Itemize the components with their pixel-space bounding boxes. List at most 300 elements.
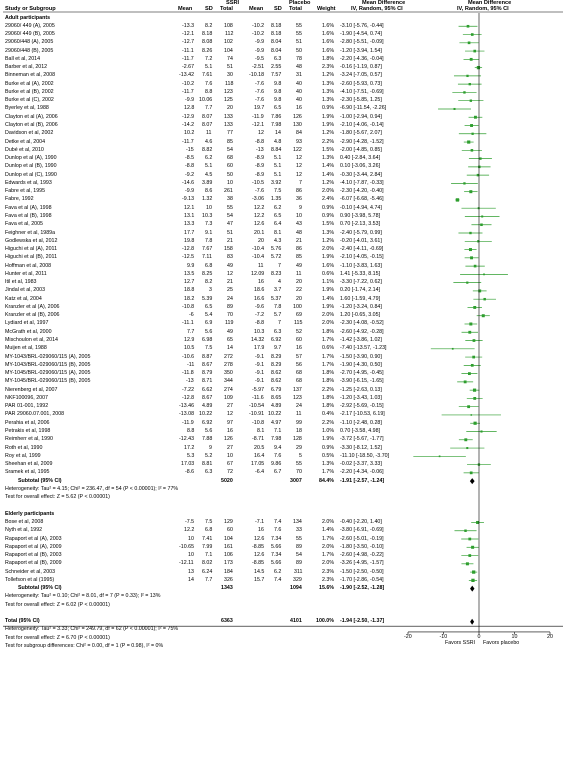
study-cell: 83 xyxy=(227,254,233,261)
study-cell: 16 xyxy=(227,428,233,434)
study-name: McGrath et al, 2000 xyxy=(5,328,52,335)
study-name: NKF100096, 2007 xyxy=(5,394,48,401)
study-cell: 70 xyxy=(227,312,233,319)
study-cell: -0.20 [-4.01, 3.61] xyxy=(340,237,382,244)
subtotal-md: -1.91 [-2.57, -1.24] xyxy=(340,477,385,484)
subgroup-diff-text: Test for subgroup differences: Chi² = 0.00, df = 1 (P = 0.98), I² = 0% xyxy=(5,643,164,650)
study-cell: -1.25 [-2.63, 0.13] xyxy=(340,386,382,393)
study-cell: -10.5 xyxy=(252,179,265,186)
effect-square xyxy=(467,140,470,143)
study-cell: 5.1 xyxy=(274,155,282,162)
study-cell: 326 xyxy=(224,576,233,583)
study-cell: 112 xyxy=(225,31,234,38)
study-name: Muijen et al, 1988 xyxy=(5,345,47,352)
study-cell: -11.1 xyxy=(182,320,194,327)
subtotal-n1: 5020 xyxy=(221,477,233,484)
study-cell: 3 xyxy=(209,287,212,294)
study-cell: 2.3% xyxy=(322,568,335,575)
study-cell: 49 xyxy=(227,328,233,335)
effect-square xyxy=(470,256,473,259)
ssri-sd-header: SD xyxy=(205,6,213,12)
study-cell: 18 xyxy=(296,428,302,434)
study-cell: -10.8 xyxy=(182,303,195,310)
study-cell: -11.10 [-18.50, -3.70] xyxy=(340,452,390,459)
study-cell: 8.8 xyxy=(187,428,195,434)
study-cell: 89 xyxy=(296,560,302,567)
study-cell: 1.7% xyxy=(322,552,335,559)
study-cell: 10.3 xyxy=(254,328,265,335)
study-cell: 128 xyxy=(293,436,302,443)
study-name: Godlewska et al, 2012 xyxy=(5,237,58,244)
study-name: Kranzler et al (A), 2006 xyxy=(5,303,60,310)
study-cell: 1.7% xyxy=(322,361,335,368)
study-cell: -12.7 xyxy=(182,39,195,46)
study-cell: 10 xyxy=(296,212,302,219)
study-cell: -1.10 [-3.83, 1.63] xyxy=(340,262,382,269)
effect-square xyxy=(469,322,472,325)
study-cell: -10.2 xyxy=(182,80,195,87)
study-cell: -9.9 xyxy=(185,97,195,104)
effect-square xyxy=(463,91,465,93)
overall-effect-text: Test for overall effect: Z = 6.02 (P < 0.00001) xyxy=(5,601,110,608)
study-cell: 29 xyxy=(296,444,302,451)
study-cell: 8.82 xyxy=(202,146,213,153)
diamond-marker xyxy=(470,586,474,592)
study-cell: -10.18 xyxy=(249,72,265,79)
study-cell: 311 xyxy=(294,568,303,575)
effect-square xyxy=(483,274,485,276)
total-label: Total (95% CI) xyxy=(5,618,40,625)
effect-square xyxy=(471,579,474,582)
study-name: 29060/ 449 (B), 2005 xyxy=(5,31,55,38)
study-cell: 1.32 xyxy=(202,196,213,203)
study-cell: 1.4% xyxy=(322,295,335,302)
study-cell: -9.9 xyxy=(255,47,265,54)
study-cell: 125 xyxy=(224,97,233,104)
study-name: Mischoulon et al, 2014 xyxy=(5,337,59,344)
study-name: Burke et al (B), 2002 xyxy=(5,88,54,95)
study-cell: 69 xyxy=(296,312,302,319)
study-cell: 13.3 xyxy=(184,221,195,228)
study-cell: 11 xyxy=(296,270,302,277)
study-cell: -3.90 [-6.15, -1.65] xyxy=(340,378,384,385)
study-cell: -11.1 xyxy=(182,47,194,54)
diamond-marker xyxy=(470,478,475,484)
subtotal-n2: 1094 xyxy=(290,585,302,592)
study-cell: 67 xyxy=(227,461,233,468)
study-cell: 8.84 xyxy=(271,146,282,153)
plot-header: Mean Difference xyxy=(468,0,512,6)
study-cell: 8.18 xyxy=(271,31,282,38)
subgroup-title: Elderly participants xyxy=(5,510,55,517)
study-cell: 31 xyxy=(296,72,302,79)
study-cell: -9.9 xyxy=(185,188,195,195)
study-cell: 7 xyxy=(278,262,281,269)
study-cell: 129 xyxy=(224,518,233,525)
study-cell: 261 xyxy=(224,188,233,195)
study-cell: 8.04 xyxy=(271,39,282,46)
study-cell: 16 xyxy=(296,105,302,112)
total-heterogeneity-text: Heterogeneity: Tau² = 3.33; Chi² = 249.79, df = 62 (P < 0.00001); I² = 75% xyxy=(5,626,179,633)
study-cell: 50 xyxy=(296,47,302,54)
study-cell: 8.25 xyxy=(202,270,213,277)
study-cell: -13.46 xyxy=(179,403,195,410)
study-cell: 5.6 xyxy=(205,328,213,335)
effect-square xyxy=(466,282,468,284)
study-cell: -9.1 xyxy=(255,370,265,377)
study-cell: 6.2 xyxy=(274,568,282,575)
study-cell: -10.6 xyxy=(182,353,195,360)
study-cell: 1.8% xyxy=(322,403,335,410)
study-cell: 7.86 xyxy=(271,113,282,120)
study-cell: 12.2 xyxy=(184,527,195,534)
study-cell: 7 xyxy=(278,320,281,327)
study-cell: 20 xyxy=(296,295,302,302)
effect-square xyxy=(467,405,470,408)
study-cell: 18.8 xyxy=(184,287,195,294)
study-header: Study or Subgroup xyxy=(5,6,56,12)
study-cell: -12.8 xyxy=(182,394,195,401)
x-tick-label: 20 xyxy=(547,634,553,641)
heterogeneity-text: Heterogeneity: Tau² = 4.15; Chi² = 236.47, df = 54 (P < 0.00001); I² = 77% xyxy=(5,485,179,492)
effect-square xyxy=(468,372,471,375)
study-name: Dubé et al, 2010 xyxy=(5,146,44,153)
study-cell: -2.90 [-4.28, -1.52] xyxy=(340,138,384,145)
study-cell: 6.79 xyxy=(271,386,282,393)
effect-square xyxy=(474,116,477,119)
study-cell: 123 xyxy=(293,394,302,401)
study-cell: 20.5 xyxy=(254,444,265,451)
study-cell: -2.51 xyxy=(252,64,265,71)
study-cell: 7.98 xyxy=(271,436,282,443)
study-cell: 104 xyxy=(224,47,233,54)
study-cell: -1.00 [-2.94, 0.94] xyxy=(340,113,382,120)
study-cell: 21 xyxy=(227,279,233,286)
md-subheader: IV, Random, 95% CI xyxy=(351,6,403,12)
placebo-total-header: Total xyxy=(289,6,302,12)
heterogeneity-text: Heterogeneity: Tau² = 0.10; Chi² = 8.01, df = 7 (P = 0.33); I² = 13% xyxy=(5,593,161,600)
study-cell: 14 xyxy=(275,130,281,137)
study-cell: 4.97 xyxy=(271,419,282,426)
study-cell: 0.70 [-3.58, 4.98] xyxy=(340,428,381,434)
study-name: MY-1043/BRL-029060/115 (A), 2005 xyxy=(5,353,91,360)
study-cell: 7.5 xyxy=(274,188,282,195)
study-cell: 40 xyxy=(296,80,302,87)
study-cell: -7.6 xyxy=(255,80,265,87)
study-cell: 78 xyxy=(296,55,302,62)
study-cell: 13 xyxy=(188,568,194,575)
study-cell: 0.20 [-1.74, 2.14] xyxy=(340,287,381,294)
study-cell: 54 xyxy=(227,146,233,153)
effect-square xyxy=(471,149,474,152)
effect-square xyxy=(454,108,456,110)
study-cell: 84 xyxy=(296,130,302,137)
study-name: Nyth et al, 1992 xyxy=(5,527,43,534)
study-name: Fabre, 1992 xyxy=(5,196,34,203)
study-cell: 8.23 xyxy=(271,270,282,277)
study-cell: 16.6 xyxy=(254,295,265,302)
study-cell: 36 xyxy=(296,196,302,203)
study-cell: 2.0% xyxy=(322,560,335,567)
favors-placebo-label: Favors placebo xyxy=(483,640,520,647)
study-cell: 1.3% xyxy=(322,88,335,95)
study-cell: 8.29 xyxy=(271,353,282,360)
study-cell: 51 xyxy=(227,229,233,236)
study-cell: 5.1 xyxy=(205,64,213,71)
study-cell: 133 xyxy=(224,122,233,128)
study-cell: 1.5% xyxy=(322,221,335,228)
study-cell: 85 xyxy=(227,138,233,145)
study-cell: 109 xyxy=(224,394,233,401)
effect-square xyxy=(473,397,476,400)
study-cell: 5.39 xyxy=(202,295,213,302)
effect-square xyxy=(473,50,476,53)
effect-square xyxy=(469,190,472,193)
study-cell: -9.1 xyxy=(255,378,265,385)
study-name: Burke et al (A), 2002 xyxy=(5,80,54,87)
study-cell: 49 xyxy=(227,262,233,269)
study-cell: 8.04 xyxy=(271,47,282,54)
effect-square xyxy=(464,530,466,532)
study-name: Higuchi et al (B), 2011 xyxy=(5,254,58,261)
study-cell: 12 xyxy=(296,155,302,162)
study-cell: 329 xyxy=(293,576,302,583)
effect-square xyxy=(471,546,474,549)
study-cell: 1.8% xyxy=(322,378,335,385)
study-cell: -6 xyxy=(189,312,194,319)
subtotal-label: Subtotal (95% CI) xyxy=(18,477,62,484)
study-cell: -2.60 [-4.92, -0.28] xyxy=(340,328,384,335)
effect-square xyxy=(468,41,471,44)
study-cell: 6.4 xyxy=(274,221,282,228)
study-cell: 6.62 xyxy=(202,386,213,393)
study-cell: -7.1 xyxy=(255,518,265,525)
study-name: Barber et al, 2012 xyxy=(5,64,48,71)
study-cell: 51 xyxy=(227,64,233,71)
study-cell: 19.7 xyxy=(254,105,265,112)
study-cell: 55 xyxy=(227,204,233,211)
effect-square xyxy=(477,66,480,69)
study-cell: 134 xyxy=(293,518,302,525)
study-cell: -0.30 [-3.44, 2.84] xyxy=(340,171,382,178)
study-cell: 14 xyxy=(188,576,194,583)
study-cell: 97 xyxy=(227,419,233,426)
study-cell: 123 xyxy=(224,88,233,95)
study-cell: 6.5 xyxy=(205,303,213,310)
study-name: Hoffman et al, 2008 xyxy=(5,262,52,269)
study-cell: 274 xyxy=(224,386,233,393)
study-cell: -15 xyxy=(186,146,194,153)
effect-square xyxy=(479,157,481,159)
study-cell: 8.07 xyxy=(202,122,213,128)
study-cell: -8.9 xyxy=(255,163,265,170)
study-cell: 1.4% xyxy=(322,163,335,170)
effect-square xyxy=(463,182,465,184)
effect-square xyxy=(478,166,480,168)
study-cell: 6.7 xyxy=(274,469,282,476)
study-cell: 1.35 xyxy=(271,196,282,203)
study-cell: 54 xyxy=(296,552,302,559)
study-cell: 89 xyxy=(296,543,302,550)
study-cell: -12.5 xyxy=(182,254,195,261)
study-cell: -2.92 [-5.69, -0.15] xyxy=(340,403,384,410)
ssri-header: SSRI xyxy=(226,0,240,6)
study-cell: -1.10 [-2.48, 0.28] xyxy=(340,419,382,426)
study-cell: 21 xyxy=(227,237,233,244)
study-name: Fava et al (B), 1998 xyxy=(5,212,52,219)
study-cell: -13.42 xyxy=(179,72,195,79)
study-cell: 43 xyxy=(296,221,302,228)
study-cell: 1.3% xyxy=(322,97,335,104)
study-cell: 1.9% xyxy=(322,287,335,294)
study-cell: 17.2 xyxy=(184,444,195,451)
effect-square xyxy=(470,124,473,127)
study-cell: 12 xyxy=(258,130,264,137)
study-cell: 0.90 [-3.98, 5.78] xyxy=(340,212,381,219)
study-cell: 0.10 [-3.06, 3.26] xyxy=(340,163,381,170)
study-cell: 89 xyxy=(227,303,233,310)
study-cell: -7.2 xyxy=(255,312,265,319)
study-cell: 0.70 [-2.13, 3.53] xyxy=(340,221,381,228)
study-cell: 11 xyxy=(296,411,302,418)
study-cell: -8.5 xyxy=(185,155,195,162)
study-name: 29060/ 449 (A), 2005 xyxy=(5,22,55,29)
x-tick-label: -20 xyxy=(404,634,412,641)
study-cell: -0.16 [-1.19, 0.87] xyxy=(340,64,382,71)
study-cell: 55 xyxy=(296,22,302,29)
study-cell: 5.3 xyxy=(187,452,195,459)
study-cell: 7.5 xyxy=(205,518,213,525)
study-cell: -9.13 xyxy=(182,196,195,203)
study-cell: 7.6 xyxy=(274,527,282,534)
study-cell: -2.40 [-5.79, 0.99] xyxy=(340,229,382,236)
study-cell: -11.9 xyxy=(182,419,194,426)
effect-square xyxy=(470,100,472,102)
study-name: Burke et al (C), 2002 xyxy=(5,97,54,104)
study-cell: 5.7 xyxy=(274,312,282,319)
study-cell: 173 xyxy=(224,560,233,567)
study-cell: 12 xyxy=(227,270,233,277)
study-cell: 2.0% xyxy=(322,320,335,327)
study-name: Tollefson et al (1995) xyxy=(5,576,55,583)
study-cell: 2.3% xyxy=(322,64,335,71)
study-cell: 4 xyxy=(278,279,281,286)
md-header: Mean Difference xyxy=(362,0,406,6)
study-cell: 54 xyxy=(227,212,233,219)
study-name: Katz et al, 2004 xyxy=(5,295,42,302)
study-cell: 6.98 xyxy=(202,337,213,344)
study-cell: 7.67 xyxy=(202,246,213,253)
study-cell: 100 xyxy=(293,303,302,310)
study-cell: 7.8 xyxy=(274,303,282,310)
study-cell: 5.4 xyxy=(205,312,213,319)
study-cell: 6.3 xyxy=(274,55,282,62)
study-cell: 7.99 xyxy=(202,543,213,550)
study-cell: -10.8 xyxy=(252,419,265,426)
study-cell: -9.9 xyxy=(255,39,265,46)
study-name: Fabre et al, 1995 xyxy=(5,188,46,195)
study-cell: 5.1 xyxy=(274,171,282,178)
study-cell: 2.0% xyxy=(322,312,335,319)
study-cell: 102 xyxy=(224,39,233,46)
study-cell: -9.1 xyxy=(255,361,265,368)
study-cell: 6.3 xyxy=(274,328,282,335)
study-cell: 12.2 xyxy=(254,212,265,219)
study-cell: -13 xyxy=(256,146,264,153)
study-name: Fava et al (A), 1998 xyxy=(5,204,52,211)
study-cell: 0.9% xyxy=(322,212,335,219)
study-cell: -2.30 [-4.08, -0.52] xyxy=(340,320,384,327)
study-cell: 18.6 xyxy=(254,287,265,294)
study-cell: 1.9% xyxy=(322,436,335,443)
study-cell: 27 xyxy=(227,403,233,410)
study-name: Clayton et al (B), 2006 xyxy=(5,122,58,128)
study-cell: 1.8% xyxy=(322,328,335,335)
study-cell: 1.3% xyxy=(322,229,335,236)
study-cell: 5.76 xyxy=(271,246,282,253)
study-name: Lydiard et al, 1997 xyxy=(5,320,49,327)
study-cell: -11.9 xyxy=(252,113,264,120)
study-cell: -13.08 xyxy=(179,411,195,418)
study-cell: 12.6 xyxy=(254,535,265,542)
study-cell: 10.3 xyxy=(202,212,213,219)
study-cell: -0.40 [-2.20, 1.40] xyxy=(340,518,382,525)
study-cell: 2.55 xyxy=(271,64,282,71)
study-cell: -1.20 [-3.94, 1.54] xyxy=(340,47,382,54)
study-cell: 48 xyxy=(296,229,302,236)
study-name: Davidson et al, 2002 xyxy=(5,130,54,137)
study-cell: 1.9% xyxy=(322,113,335,120)
effect-square xyxy=(469,248,472,251)
study-name: Rapaport et al (B), 2009 xyxy=(5,560,62,567)
effect-square xyxy=(474,265,477,268)
study-cell: -10.4 xyxy=(252,254,265,261)
study-cell: 22 xyxy=(296,287,302,294)
study-cell: 20 xyxy=(227,105,233,112)
study-cell: 2.0% xyxy=(322,518,335,525)
study-cell: -11.7 xyxy=(182,55,194,62)
study-name: Perahia et al, 2006 xyxy=(5,419,50,426)
subtotal-md: -1.90 [-2.52, -1.28] xyxy=(340,585,385,592)
subtotal-weight: 15.6% xyxy=(319,585,335,592)
study-cell: 1.1% xyxy=(322,279,335,286)
subtotal-n2: 3007 xyxy=(290,477,302,484)
study-cell: 8.71 xyxy=(202,378,213,385)
study-cell: 7.4 xyxy=(274,518,282,525)
study-cell: 19.8 xyxy=(184,237,195,244)
study-cell: -7.40 [-13.57, -1.23] xyxy=(340,345,387,352)
ssri-total-header: Total xyxy=(220,6,233,12)
study-cell: 1.3% xyxy=(322,80,335,87)
study-cell: -11.8 xyxy=(182,370,194,377)
study-cell: 272 xyxy=(224,353,233,360)
study-cell: 1.6% xyxy=(322,39,335,46)
study-cell: 10 xyxy=(227,179,233,186)
study-cell: 7.5 xyxy=(205,345,213,352)
study-cell: 49 xyxy=(296,262,302,269)
study-cell: -3.72 [-5.67, -1.77] xyxy=(340,436,384,443)
study-cell: 8.07 xyxy=(202,113,213,120)
study-cell: 7 xyxy=(299,179,302,186)
effect-square xyxy=(468,331,471,334)
study-cell: -12.9 xyxy=(182,113,195,120)
study-cell: 126 xyxy=(224,436,233,443)
study-cell: 11 xyxy=(206,130,212,137)
study-cell: 5 xyxy=(299,452,302,459)
study-cell: 21 xyxy=(296,237,302,244)
study-cell: 55 xyxy=(296,461,302,468)
study-cell: 68 xyxy=(296,370,302,377)
